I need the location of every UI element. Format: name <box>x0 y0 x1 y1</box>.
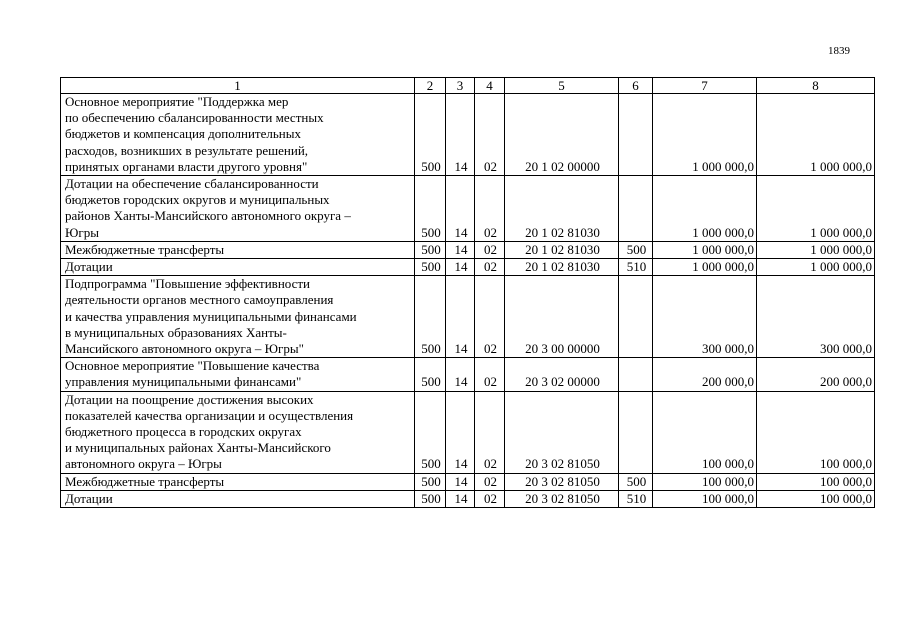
header-cell-3: 3 <box>446 78 475 94</box>
amount-col-7: 100 000,0 <box>653 490 757 507</box>
item-name-line: Дотации на обеспечение сбалансированности <box>65 176 319 192</box>
section-code: 14 <box>446 391 475 473</box>
table-row <box>61 241 875 258</box>
target-article-code: 20 1 02 81030 <box>505 241 619 258</box>
ministry-code: 500 <box>415 241 446 258</box>
target-article-code: 20 1 02 00000 <box>505 94 619 176</box>
item-name-line: расходов, возникших в результате решений, <box>65 142 309 158</box>
section-code: 14 <box>446 490 475 507</box>
item-name <box>61 358 415 391</box>
target-article-code: 20 3 02 81050 <box>505 391 619 473</box>
section-code: 14 <box>446 473 475 490</box>
section-code: 14 <box>446 276 475 358</box>
header-cell-5: 5 <box>505 78 619 94</box>
target-article-code: 20 3 02 81050 <box>505 490 619 507</box>
item-name-line: Межбюджетные трансферты <box>65 473 225 489</box>
subsection-code: 02 <box>475 176 505 242</box>
expense-type-code <box>619 176 653 242</box>
section-code: 14 <box>446 241 475 258</box>
amount-col-8: 1 000 000,0 <box>757 241 875 258</box>
expense-type-code <box>619 94 653 176</box>
item-name-line: Дотации на поощрение достижения высоких <box>65 391 314 407</box>
section-code: 14 <box>446 94 475 176</box>
item-name-line: в муниципальных образованиях Ханты- <box>65 324 287 340</box>
item-name-line: районов Ханты-Мансийского автономного округа – <box>65 208 351 224</box>
target-article-code: 20 3 02 00000 <box>505 358 619 391</box>
amount-col-8: 100 000,0 <box>757 391 875 473</box>
expense-type-code <box>619 358 653 391</box>
item-name <box>61 94 415 176</box>
amount-col-8: 100 000,0 <box>757 490 875 507</box>
expense-type-code: 510 <box>619 490 653 507</box>
item-name-line: и муниципальных районах Ханты-Мансийского <box>65 440 331 456</box>
section-code: 14 <box>446 358 475 391</box>
item-name-line: Дотации <box>65 490 113 506</box>
header-cell-1: 1 <box>61 78 415 94</box>
item-name-line: Подпрограмма "Повышение эффективности <box>65 276 311 292</box>
item-name-line: деятельности органов местного самоуправления <box>65 292 334 308</box>
amount-col-8: 100 000,0 <box>757 473 875 490</box>
expense-type-code: 500 <box>619 241 653 258</box>
table-row <box>61 358 875 391</box>
ministry-code: 500 <box>415 473 446 490</box>
target-article-code: 20 1 02 81030 <box>505 259 619 276</box>
amount-col-8: 200 000,0 <box>757 358 875 391</box>
section-code: 14 <box>446 176 475 242</box>
table-row <box>61 94 875 176</box>
subsection-code: 02 <box>475 259 505 276</box>
item-name-line: Основное мероприятие "Повышение качества <box>65 358 320 374</box>
page-number: 1839 <box>828 45 850 57</box>
item-name-line: Основное мероприятие "Поддержка мер <box>65 94 289 109</box>
amount-col-7: 1 000 000,0 <box>653 176 757 242</box>
item-name-line: показателей качества организации и осуществления <box>65 407 354 423</box>
header-cell-7: 7 <box>653 78 757 94</box>
item-name-line: управления муниципальными финансами" <box>65 374 302 390</box>
table-row <box>61 473 875 490</box>
amount-col-7: 300 000,0 <box>653 276 757 358</box>
ministry-code: 500 <box>415 176 446 242</box>
item-name <box>61 276 415 358</box>
subsection-code: 02 <box>475 391 505 473</box>
target-article-code: 20 1 02 81030 <box>505 176 619 242</box>
item-name-line: бюджетного процесса в городских округах <box>65 424 302 440</box>
item-name-line: Югры <box>65 224 99 240</box>
header-row <box>61 78 875 94</box>
table-body <box>61 94 875 508</box>
amount-col-8: 1 000 000,0 <box>757 259 875 276</box>
item-name-line: бюджетов городских округов и муниципальных <box>65 192 330 208</box>
amount-col-8: 300 000,0 <box>757 276 875 358</box>
table-row <box>61 490 875 507</box>
expense-type-code: 510 <box>619 259 653 276</box>
header-cell-6: 6 <box>619 78 653 94</box>
header-cell-8: 8 <box>757 78 875 94</box>
item-name <box>61 259 415 276</box>
ministry-code: 500 <box>415 490 446 507</box>
target-article-code: 20 3 00 00000 <box>505 276 619 358</box>
item-name <box>61 241 415 258</box>
table-row <box>61 259 875 276</box>
subsection-code: 02 <box>475 473 505 490</box>
amount-col-7: 200 000,0 <box>653 358 757 391</box>
header-cell-4: 4 <box>475 78 505 94</box>
expense-type-code <box>619 276 653 358</box>
ministry-code: 500 <box>415 276 446 358</box>
item-name-line: Дотации <box>65 259 113 275</box>
subsection-code: 02 <box>475 358 505 391</box>
amount-col-7: 1 000 000,0 <box>653 241 757 258</box>
item-name-line: Межбюджетные трансферты <box>65 241 225 257</box>
expense-type-code <box>619 391 653 473</box>
section-code: 14 <box>446 259 475 276</box>
amount-col-8: 1 000 000,0 <box>757 94 875 176</box>
amount-col-7: 100 000,0 <box>653 473 757 490</box>
header-cell-2: 2 <box>415 78 446 94</box>
subsection-code: 02 <box>475 490 505 507</box>
ministry-code: 500 <box>415 259 446 276</box>
amount-col-7: 1 000 000,0 <box>653 259 757 276</box>
item-name-line: бюджетов и компенсация дополнительных <box>65 126 301 142</box>
item-name <box>61 176 415 242</box>
amount-col-7: 100 000,0 <box>653 391 757 473</box>
subsection-code: 02 <box>475 276 505 358</box>
expense-type-code: 500 <box>619 473 653 490</box>
item-name <box>61 391 415 473</box>
table-row <box>61 176 875 242</box>
ministry-code: 500 <box>415 358 446 391</box>
ministry-code: 500 <box>415 94 446 176</box>
amount-col-8: 1 000 000,0 <box>757 176 875 242</box>
item-name <box>61 473 415 490</box>
table-row <box>61 276 875 358</box>
item-name-line: принятых органами власти другого уровня" <box>65 158 308 174</box>
item-name-line: и качества управления муниципальными финансами <box>65 308 357 324</box>
ministry-code: 500 <box>415 391 446 473</box>
item-name-line: автономного округа – Югры <box>65 456 222 472</box>
budget-table <box>60 77 875 508</box>
subsection-code: 02 <box>475 241 505 258</box>
item-name-line: Мансийского автономного округа – Югры" <box>65 341 304 357</box>
amount-col-7: 1 000 000,0 <box>653 94 757 176</box>
target-article-code: 20 3 02 81050 <box>505 473 619 490</box>
item-name-line: по обеспечению сбалансированности местных <box>65 110 324 126</box>
item-name <box>61 490 415 507</box>
table-row <box>61 391 875 473</box>
subsection-code: 02 <box>475 94 505 176</box>
